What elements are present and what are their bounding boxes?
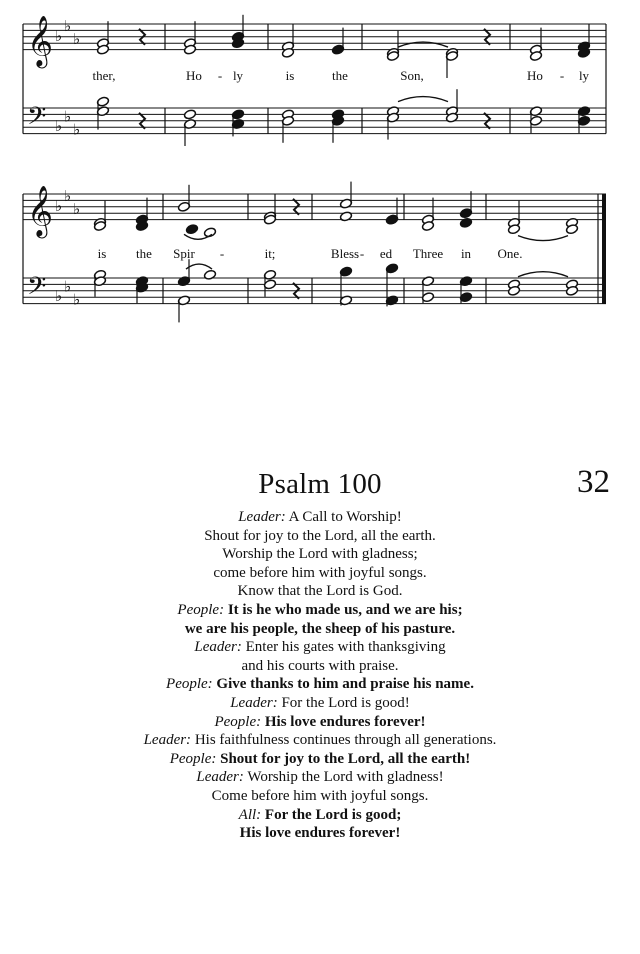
reading-text: It is he who made us, and we are his; [227, 601, 463, 618]
lyric-syllable: Ho [527, 68, 543, 83]
flat-icon: ♭ [55, 287, 63, 306]
reading-line [0, 638, 640, 657]
lyric-syllable: in [460, 246, 472, 261]
lyric-syllable: One. [497, 246, 523, 261]
lyric-syllable: the [136, 246, 152, 261]
hymn-score [0, 0, 640, 350]
reading-text: Give thanks to him and praise his name. [216, 676, 474, 693]
reading-line [0, 713, 640, 732]
psalm-title: Psalm 100 [258, 468, 382, 500]
reading-text: Come before him with joyful songs. [211, 787, 429, 804]
reading-line [0, 582, 640, 601]
lyric-syllable: Ho [186, 68, 202, 83]
music-notation [0, 0, 640, 350]
note-head [185, 224, 198, 235]
flat-icon: ♭ [64, 277, 72, 296]
note-head [339, 211, 352, 222]
lyric-syllable: Bless [330, 246, 360, 261]
speaker-label: People: [177, 601, 225, 618]
speaker-label: People: [214, 713, 262, 730]
reading-text: For the Lord is good! [281, 694, 410, 711]
reading-text: Shout for joy to the Lord, all the earth! [220, 750, 471, 767]
speaker-label: People: [169, 750, 217, 767]
speaker-label: Leader: [196, 769, 244, 786]
speaker-label: Leader: [238, 509, 286, 525]
reading-line [0, 750, 640, 769]
flat-icon: ♭ [55, 26, 63, 45]
speaker-label: People: [166, 676, 213, 693]
flat-icon: ♭ [64, 187, 72, 206]
reading-text: we are his people, the sheep of his pasture. [184, 620, 456, 637]
lyric-syllable: Spir [173, 246, 195, 261]
lyric-syllable: - [217, 68, 223, 83]
reading-text: For the Lord is good; [264, 806, 402, 823]
reading-text: Worship the Lord with gladness! [247, 769, 444, 786]
bass-clef-icon: 𝄢 [27, 101, 47, 137]
speaker-label: All: [238, 806, 262, 823]
psalm-number: 32 [577, 464, 610, 500]
flat-icon: ♭ [55, 196, 63, 215]
lyric-syllable: ly [578, 68, 590, 83]
reading-text: His faithfulness continues through all generations. [194, 732, 497, 749]
lyric-syllable: Son, [400, 68, 424, 83]
reading-text: Shout for joy to the Lord, all the earth. [204, 527, 436, 544]
bass-clef-icon: 𝄢 [27, 271, 47, 307]
reading-text: come before him with joyful songs. [213, 564, 427, 581]
psalm-header [0, 464, 640, 508]
lyric-syllable: is [285, 68, 295, 83]
treble-clef-icon: 𝄞 [27, 15, 54, 67]
reading-line [0, 694, 640, 713]
reading-line [0, 527, 640, 546]
flat-icon: ♭ [73, 120, 81, 139]
reading-line [0, 768, 640, 787]
lyric-syllable: the [332, 68, 348, 83]
reading-text: Worship the Lord with gladness; [222, 546, 418, 563]
reading-line [0, 620, 640, 639]
lyric-syllable: ly [232, 68, 244, 83]
flat-icon: ♭ [73, 30, 81, 48]
lyric-syllable: - [219, 246, 225, 261]
tie-curve [518, 272, 568, 277]
reading-text: A Call to Worship! [288, 509, 402, 525]
reading-line [0, 601, 640, 620]
lyric-syllable: ed [379, 246, 393, 261]
lyric-syllable: is [97, 246, 107, 261]
lyric-syllable: - [359, 246, 365, 261]
reading-line [0, 657, 640, 676]
reading-text: His love endures forever! [264, 713, 426, 730]
reading-line [0, 806, 640, 825]
speaker-label: Leader: [230, 694, 278, 711]
reading-text: Enter his gates with thanksgiving [245, 639, 446, 656]
reading-text: His love endures forever! [239, 825, 401, 842]
flat-icon: ♭ [73, 290, 81, 309]
reading-line [0, 508, 640, 527]
reading-line [0, 731, 640, 750]
lyric-syllable: ther, [92, 68, 116, 83]
note-head [385, 214, 398, 225]
note-head [183, 109, 196, 120]
reading-line [0, 545, 640, 564]
reading-line [0, 787, 640, 806]
reading-text: Know that the Lord is God. [237, 583, 403, 600]
treble-clef-icon: 𝄞 [27, 185, 54, 237]
reading-text: and his courts with praise. [241, 657, 399, 674]
note-head [203, 269, 216, 280]
tie-curve [518, 236, 568, 241]
flat-icon: ♭ [73, 200, 81, 218]
flat-icon: ♭ [64, 107, 72, 126]
speaker-label: Leader: [143, 732, 192, 749]
speaker-label: Leader: [194, 639, 242, 656]
tie-curve [186, 264, 212, 269]
lyric-syllable: it; [264, 246, 276, 261]
reading-line [0, 564, 640, 583]
note-head [459, 217, 472, 228]
reading-line [0, 675, 640, 694]
tie-curve [398, 97, 448, 102]
lyric-syllable: Three [412, 246, 444, 261]
flat-icon: ♭ [64, 17, 72, 36]
responsive-reading [0, 508, 640, 843]
reading-line [0, 824, 640, 843]
flat-icon: ♭ [55, 117, 63, 136]
lyric-syllable: - [559, 68, 565, 83]
